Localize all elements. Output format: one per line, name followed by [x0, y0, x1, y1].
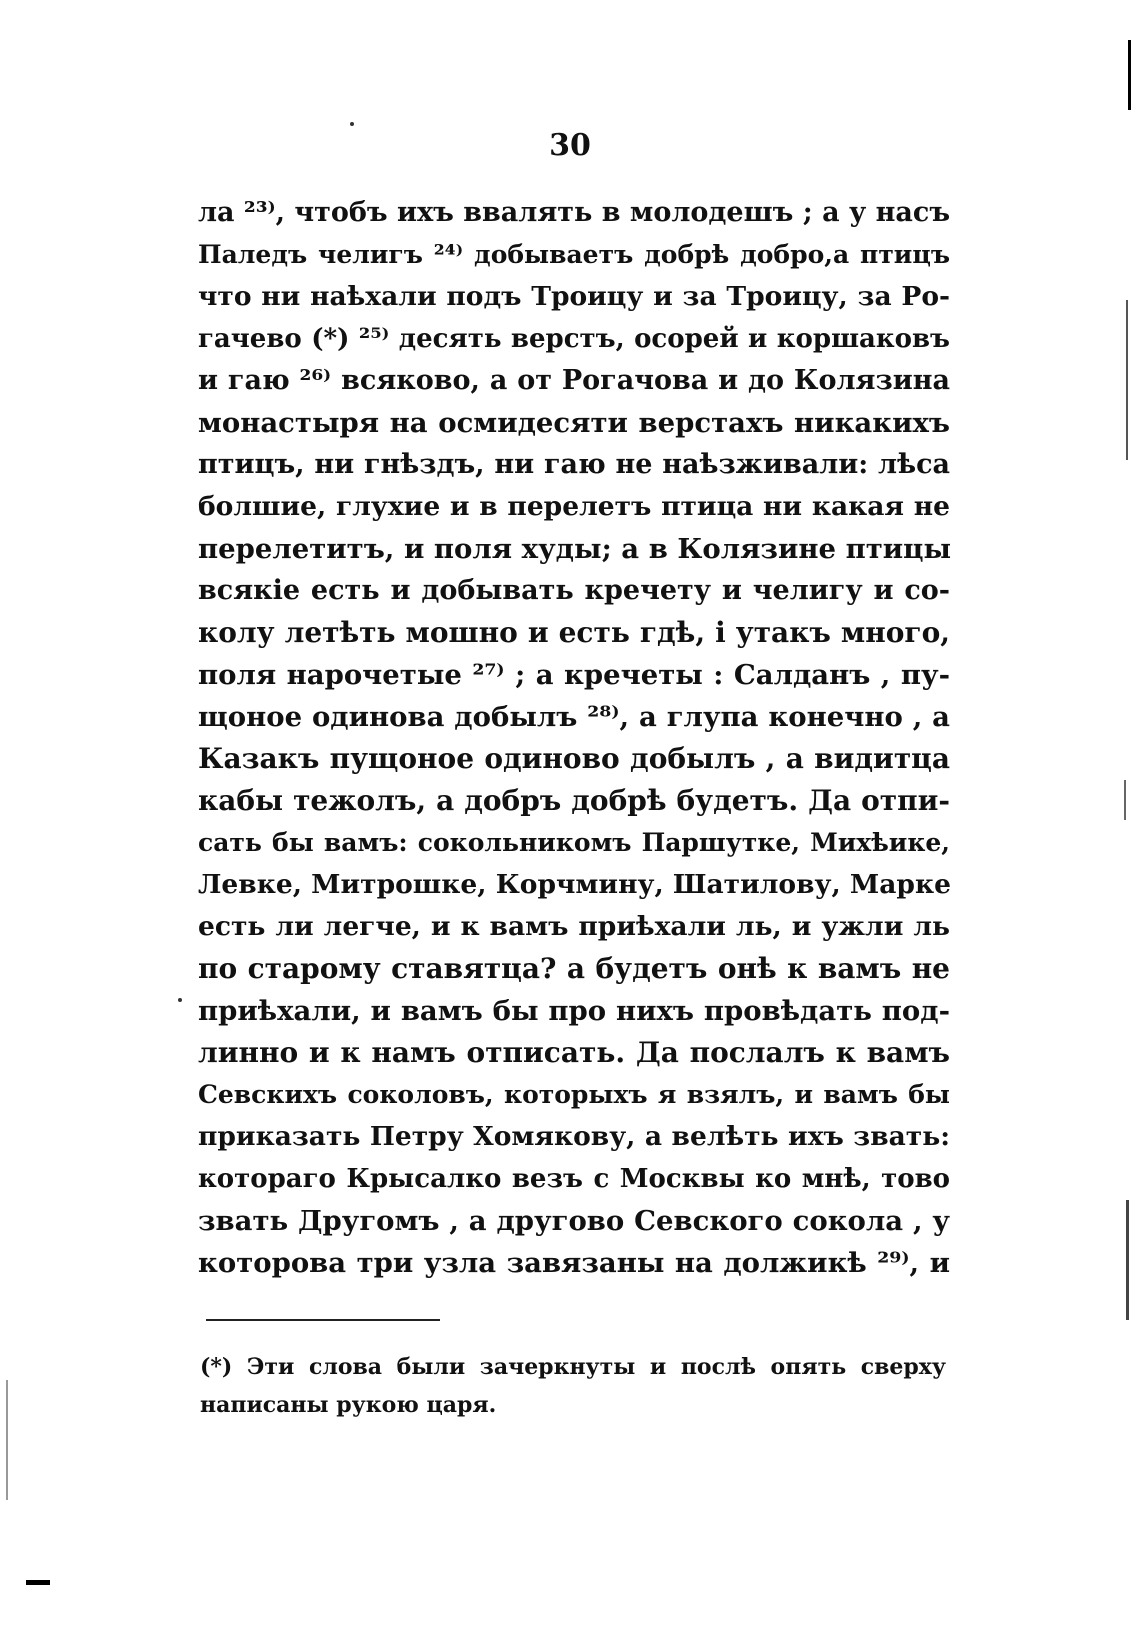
- footnote: [200, 1348, 946, 1424]
- main-text: [198, 192, 950, 1284]
- scan-speck: [350, 122, 354, 126]
- text-line: болшие, глухие и в перелетъ птица ни какая не: [198, 491, 950, 522]
- text-line: что ни наѣхали подъ Троицу и за Троицу, за Ро-: [198, 281, 950, 312]
- scan-speck: [178, 998, 182, 1002]
- footnote-line: написаны рукою царя.: [200, 1392, 497, 1418]
- text-line: приказать Петру Хомякову, а велѣть ихъ звать:: [198, 1121, 950, 1152]
- text-line: перелетитъ, и поля худы; а в Колязине птицы: [198, 533, 952, 565]
- text-line: сать бы вамъ: сокольникомъ Паршутке, Михѣике,: [198, 828, 950, 857]
- text-line: звать Другомъ , а другово Севского сокола , у: [198, 1205, 950, 1237]
- text-line: монастыря на осмидесяти верстахъ никакихъ: [198, 407, 950, 439]
- page-number: 30: [549, 128, 591, 163]
- text-line: которова три узла завязаны на должикѣ ²⁹⁾, и: [198, 1247, 950, 1279]
- text-line: щоное одинова добылъ ²⁸⁾, а глупа конечно , а: [198, 701, 950, 733]
- text-line: всякіе есть и добывать кречету и челигу и со-: [198, 575, 950, 606]
- scan-edge-mark: [1128, 40, 1131, 110]
- scan-edge-mark: [26, 1580, 50, 1585]
- text-line: есть ли легче, и к вамъ приѣхали ль, и ужли ль: [198, 911, 950, 942]
- text-line: ла ²³⁾, чтобъ ихъ ввалять в молодешъ ; а у насъ: [198, 197, 951, 228]
- footnote-divider: [206, 1319, 440, 1321]
- text-line: Левке, Митрошке, Корчмину, Шатилову, Марке: [198, 869, 951, 900]
- text-line: котораго Крысалко везъ с Москвы ко мнѣ, тово: [198, 1164, 950, 1194]
- text-line: линно и к намъ отписать. Да послалъ к вамъ: [198, 1036, 950, 1069]
- text-line: Казакъ пущоное одиново добылъ , а видитца: [198, 742, 950, 775]
- scan-edge-mark: [1126, 300, 1128, 460]
- scan-edge-mark: [1126, 1200, 1129, 1320]
- footnote-line: (*) Эти слова были зачеркнуты и послѣ опять сверху: [200, 1354, 946, 1380]
- text-line: по старому ставятца? а будетъ онѣ к вамъ не: [198, 952, 950, 985]
- scan-edge-mark: [1124, 780, 1126, 820]
- text-line: и гаю ²⁶⁾ всяково, а от Рогачова и до Колязина: [198, 365, 950, 396]
- text-line: поля нарочетые ²⁷⁾ ; а кречеты : Салданъ , пу-: [198, 659, 950, 691]
- text-line: гачево (*) ²⁵⁾ десять верстъ, осорей и коршаковъ: [198, 324, 950, 354]
- scan-edge-mark: [6, 1380, 8, 1500]
- text-line: колу летѣть мошно и есть гдѣ, і утакъ много,: [198, 616, 950, 649]
- text-line: птицъ, ни гнѣздъ, ни гаю не наѣзживали: лѣса: [198, 449, 950, 480]
- text-line: Паледъ челигъ ²⁴⁾ добываетъ добрѣ добро,а птицъ: [198, 240, 950, 269]
- text-line: Севскихъ соколовъ, которыхъ я взялъ, и вамъ бы: [198, 1080, 950, 1109]
- text-line: кабы тежолъ, а добръ добрѣ будетъ. Да отпи-: [198, 784, 950, 817]
- text-line: приѣхали, и вамъ бы про нихъ провѣдать под-: [198, 995, 950, 1027]
